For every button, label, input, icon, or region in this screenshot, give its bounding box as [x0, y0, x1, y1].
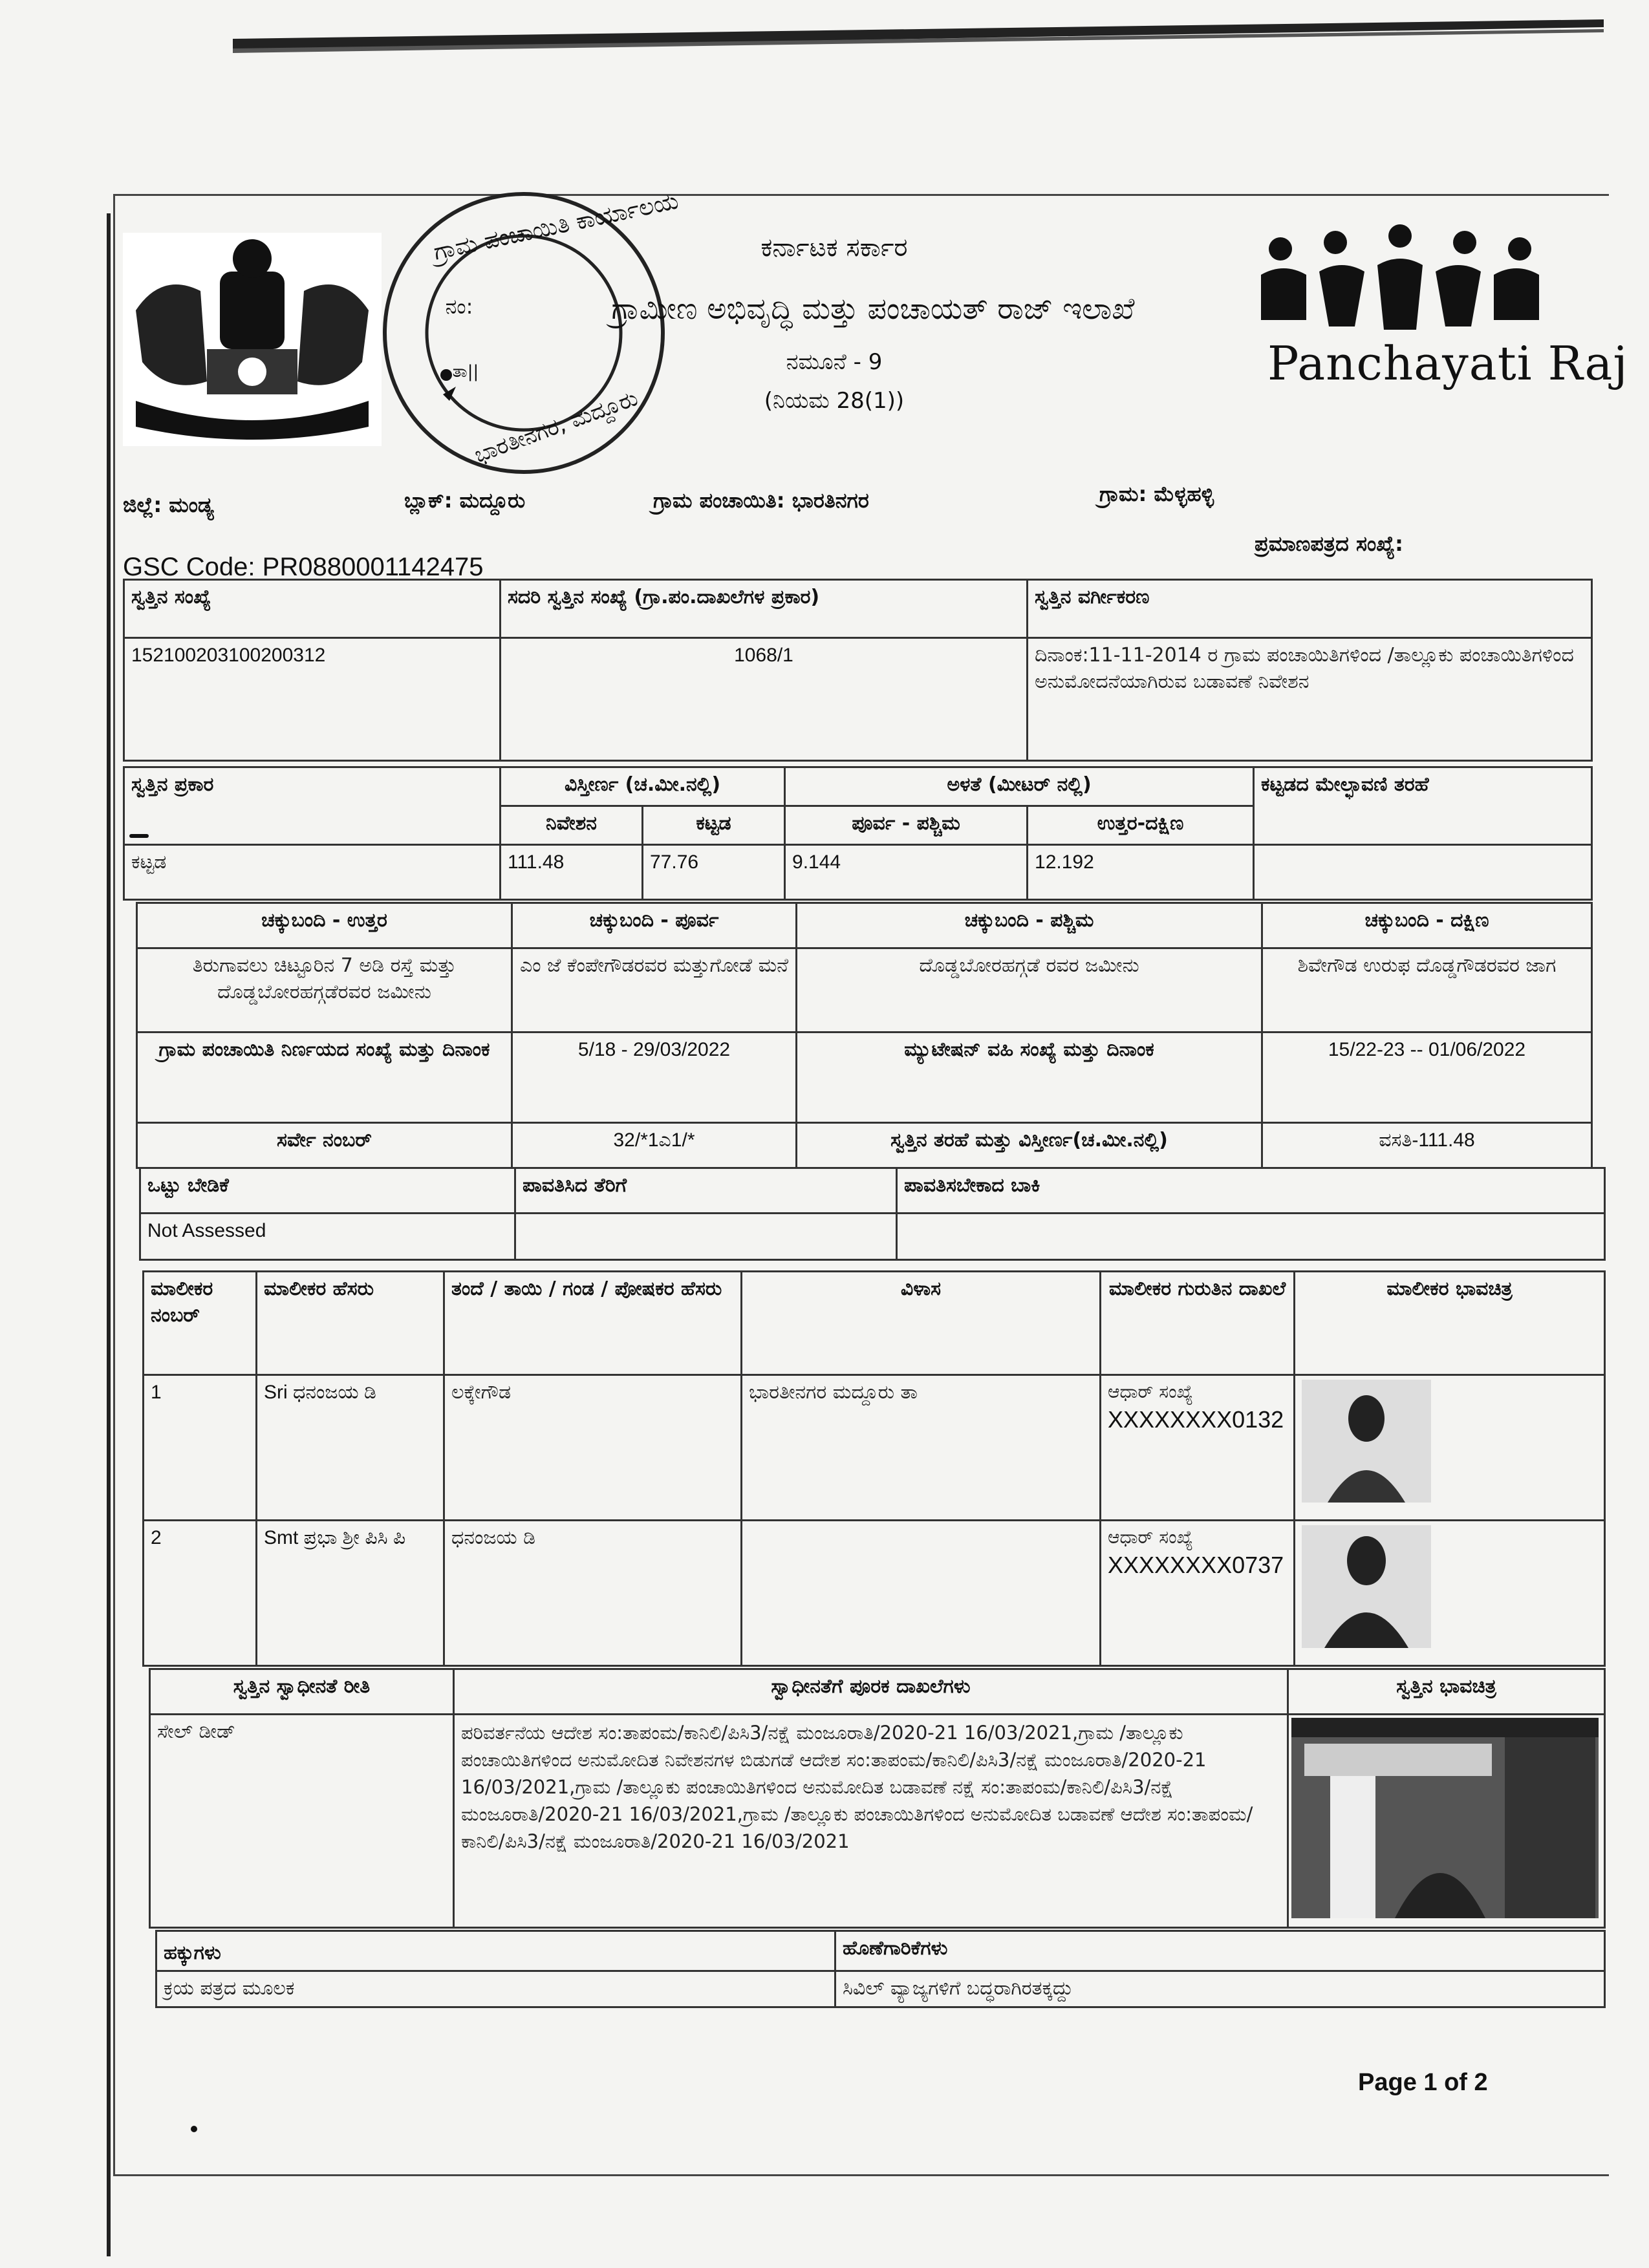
property-photo — [1291, 1718, 1599, 1918]
paid-tax-label: ಪಾವತಿಸಿದ ತೆರಿಗೆ — [515, 1168, 897, 1214]
west-boundary-label: ಚಕ್ಕುಬಂದಿ - ಪಶ್ಚಿಮ — [797, 903, 1262, 948]
north-boundary-value: ತಿರುಗಾವಲು ಚಿಟ್ಟೂರಿನ 7 ಅಡಿ ರಸ್ತೆ ಮತ್ತು ದೊಡ್ಡಬೋರಹಗ್ಗಡೆರವರ ಜಮೀನು — [137, 948, 512, 1032]
owner-name: Sri ಧನಂಜಯ ಡಿ — [257, 1375, 444, 1521]
property-type-label: ಸ್ವತ್ತಿನ ಪ್ರಕಾರ — [124, 767, 501, 845]
scan-edge-artifact — [233, 13, 1604, 58]
owner-address: ಭಾರತೀನಗರ ಮದ್ದೂರು ತಾ — [742, 1375, 1101, 1521]
resolution-value: 5/18 - 29/03/2022 — [512, 1032, 797, 1123]
classification-label: ಸ್ವತ್ತಿನ ವರ್ಗೀಕರಣ — [1028, 580, 1592, 638]
scan-margin-line — [107, 213, 111, 2256]
property-id-label: ಸ್ವತ್ತಿನ ಸಂಖ್ಯೆ — [124, 580, 501, 638]
owner-name: Smt ಪ್ರಭಾ ಶ್ರೀ ಪಿಸಿ ಪಿ — [257, 1521, 444, 1666]
area-label: ವಿಸ್ತೀರ್ಣ (ಚ.ಮೀ.ನಲ್ಲಿ) — [501, 767, 785, 806]
owners-table — [142, 1270, 1606, 1667]
seal-no: ನಂ: — [445, 294, 473, 319]
dept-title: ಗ್ರಾಮೀಣ ಅಭಿವೃದ್ಧಿ ಮತ್ತು ಪಂಚಾಯತ್ ರಾಜ್ ಇಲಾಖೆ — [611, 291, 1135, 326]
owner-id-cell — [1101, 1375, 1295, 1521]
measurement-label: ಅಳತೆ (ಮೀಟರ್ ನಲ್ಲಿ) — [785, 767, 1254, 806]
form-number: ನಮೂನೆ - 9 — [786, 349, 883, 375]
building-area-value: 77.76 — [643, 845, 785, 900]
boundaries-table — [136, 902, 1593, 1169]
owner-id-label: ಆಧಾರ್ ಸಂಖ್ಯೆ — [1108, 1526, 1193, 1548]
old-property-id-label: ಸದರಿ ಸ್ವತ್ತಿನ ಸಂಖ್ಯೆ (ಗ್ರಾ.ಪಂ.ದಾಖಲೆಗಳ ಪ್ರಕಾರ) — [501, 580, 1028, 638]
roof-type-value — [1254, 845, 1592, 900]
type-area-value: ವಸತಿ-111.48 — [1262, 1123, 1592, 1168]
certificate-number: ಪ್ರಮಾಣಪತ್ರದ ಸಂಖ್ಯೆ: — [1255, 531, 1403, 556]
owner-name-header: ಮಾಲೀಕರ ಹೆಸರು — [257, 1272, 444, 1375]
owner-id-cell — [1101, 1521, 1295, 1666]
scan-dot — [191, 2126, 197, 2132]
owner-photo-cell — [1295, 1521, 1605, 1666]
gsc-code: GSC Code: PR0880001142475 — [123, 553, 484, 581]
mutation-label: ಮ್ಯುಟೇಷನ್ ವಹಿ ಸಂಖ್ಯೆ ಮತ್ತು ದಿನಾಂಕ — [797, 1032, 1262, 1123]
ownership-mode-label: ಸ್ವತ್ತಿನ ಸ್ವಾಧೀನತೆ ರೀತಿ — [150, 1669, 454, 1715]
seal-taluk: ತಾ|| — [452, 362, 479, 381]
owner-id-header: ಮಾಲೀಕರ ಗುರುತಿನ ದಾಖಲೆ — [1101, 1272, 1295, 1375]
type-area-label: ಸ್ವತ್ತಿನ ತರಹೆ ಮತ್ತು ವಿಸ್ತೀರ್ಣ(ಚ.ಮೀ.ನಲ್ಲಿ) — [797, 1123, 1262, 1168]
north-boundary-label: ಚಕ್ಕುಬಂದಿ - ಉತ್ತರ — [137, 903, 512, 948]
paid-tax-value — [515, 1214, 897, 1260]
site-label: ನಿವೇಶನ — [501, 806, 643, 845]
parent-name: ಧನಂಜಯ ಡಿ — [444, 1521, 742, 1666]
page-number: Page 1 of 2 — [1358, 2069, 1488, 2096]
north-south-label: ಉತ್ತರ-ದಕ್ಷಿಣ — [1028, 806, 1254, 845]
ownership-docs-value: ಪರಿವರ್ತನೆಯ ಆದೇಶ ಸಂ:ತಾಪಂಮ/ಕಾನಿಲಿ/ಪಿಸಿ3/ನಕ್ಷೆ ಮಂಜೂರಾತಿ/2020-21 16/03/2021,ಗ್ರಾಮ /ತಾಲ್ಲೂಕು ಪಂಚಾಯಿತಿಗಳಿಂದ ಅನುಮೋದಿತ ನಿವೇಶನಗಳ ಬಿಡುಗಡೆ ಆದೇಶ ಸಂ:ತಾಪಂಮ/ಕಾನಿಲಿ/ಪಿಸಿ3/ನಕ್ಷೆ ಮಂಜೂರಾತಿ/2020-21 16/03/2021,ಗ್ರಾಮ /ತಾಲ್ಲೂಕು ಪಂಚಾಯಿತಿಗಳಿಂದ ಅನುಮೋದಿತ ಬಡಾವಣೆ ನಕ್ಷೆ ಸಂ:ತಾಪಂಮ/ಕಾನಿಲಿ/ಪಿಸಿ3/ನಕ್ಷೆ ಮಂಜೂರಾತಿ/2020-21 16/03/2021,ಗ್ರಾಮ /ತಾಲ್ಲೂಕು ಪಂಚಾಯಿತಿಗಳಿಂದ ಅನುಮೋದಿತ ಬಡಾವಣೆ ಆದೇಶ ಸಂ:ತಾಪಂಮ/ಕಾನಿಲಿ/ಪಿಸಿ3/ನಕ್ಷೆ ಮಂಜೂರಾತಿ/2020-21 16/03/2021 — [454, 1715, 1288, 1928]
due-balance-value — [897, 1214, 1605, 1260]
block: ಬ್ಲಾಕ್: ಮದ್ದೂರು — [404, 488, 526, 513]
rights-label: ಹಕ್ಕುಗಳು — [156, 1931, 835, 1971]
ownership-docs-label: ಸ್ವಾಧೀನತೆಗೆ ಪೂರಕ ದಾಖಲೆಗಳು — [454, 1669, 1288, 1715]
tax-table — [139, 1167, 1606, 1261]
district: ಜಿಲ್ಲೆ: ಮಂಡ್ಯ — [123, 493, 214, 517]
property-photo-label: ಸ್ವತ್ತಿನ ಭಾವಚಿತ್ರ — [1288, 1669, 1605, 1715]
property-photo-cell — [1288, 1715, 1605, 1928]
due-balance-label: ಪಾವತಿಸಬೇಕಾದ ಬಾಕಿ — [897, 1168, 1605, 1214]
dimensions-table — [123, 766, 1593, 901]
liabilities-value: ಸಿವಿಲ್ ವ್ಯಾಜ್ಯಗಳಿಗೆ ಬದ್ಧರಾಗಿರತಕ್ಕದ್ದು — [835, 1971, 1605, 2007]
south-boundary-label: ಚಕ್ಕುಬಂದಿ - ದಕ್ಷಿಣ — [1262, 903, 1592, 948]
site-area-value: 111.48 — [501, 845, 643, 900]
owner-photo-cell — [1295, 1375, 1605, 1521]
west-boundary-value: ದೊಡ್ಡಬೋರಹಗ್ಗಡೆ ರವರ ಜಮೀನು — [797, 948, 1262, 1032]
old-property-id-value: 1068/1 — [501, 638, 1028, 761]
rights-table — [155, 1930, 1606, 2008]
ownership-mode-value: ಸೇಲ್ ಡೀಡ್ — [150, 1715, 454, 1928]
liabilities-label: ಹೊಣೆಗಾರಿಕೆಗಳು — [835, 1931, 1605, 1971]
rights-value: ಕ್ರಯ ಪತ್ರದ ಮೂಲಕ — [156, 1971, 835, 2007]
seal-outer-bottom: ಭಾರತೀನಗರ, ಮದ್ದೂರು — [471, 385, 641, 469]
owner-photo-header: ಮಾಲೀಕರ ಭಾವಚಿತ್ರ — [1295, 1272, 1605, 1375]
classification-value: ದಿನಾಂಕ:11-11-2014 ರ ಗ್ರಾಮ ಪಂಚಾಯಿತಿಗಳಿಂದ /ತಾಲ್ಲೂಕು ಪಂಚಾಯಿತಿಗಳಿಂದ ಅನುಮೋದನೆಯಾಗಿರುವ ಬಡಾವಣೆ ನಿವೇಶನ — [1028, 638, 1592, 761]
address-header: ವಿಳಾಸ — [742, 1272, 1101, 1375]
village: ಗ್ರಾಮ: ಮೆಳ್ಳಹಳ್ಳಿ — [1099, 482, 1214, 506]
karnataka-emblem-icon — [123, 233, 382, 446]
owner-id-label: ಆಧಾರ್ ಸಂಖ್ಯೆ — [1108, 1381, 1193, 1402]
owner-photo — [1302, 1380, 1431, 1503]
building-label: ಕಟ್ಟಡ — [643, 806, 785, 845]
govt-title: ಕರ್ನಾಟಕ ಸರ್ಕಾರ — [760, 233, 908, 262]
parent-name: ಲಕ್ಕೇಗೌಡ — [444, 1375, 742, 1521]
seal-outer-top: ಗ್ರಾಮ ಪಂಚಾಯಿತಿ ಕಾರ್ಯಾಲಯ — [431, 187, 681, 266]
owner-photo — [1302, 1525, 1431, 1648]
property-type-value: ಕಟ್ಟಡ — [124, 845, 501, 900]
east-boundary-value: ಎಂ ಜೆ ಕೆಂಪೇಗೌಡರವರ ಮತ್ತುಗೋಡೆ ಮನೆ — [512, 948, 797, 1032]
total-demand-label: ಒಟ್ಟು ಬೇಡಿಕೆ — [140, 1168, 515, 1214]
scan-mark — [129, 834, 149, 838]
panchayati-raj-logo-text: Panchayati Raj — [1267, 336, 1628, 390]
panchayati-raj-logo-icon — [1258, 223, 1542, 333]
survey-number-value: 32/*1ಎ1/* — [512, 1123, 797, 1168]
owner-number: 1 — [144, 1375, 257, 1521]
gram-panchayat: ಗ್ರಾಮ ಪಂಚಾಯಿತಿ: ಭಾರತಿನಗರ — [653, 488, 869, 513]
ownership-table — [149, 1668, 1606, 1929]
rule-number: (ನಿಯಮ 28(1)) — [764, 388, 905, 414]
owner-number: 2 — [144, 1521, 257, 1666]
owner-number-header: ಮಾಲೀಕರ ನಂಬರ್ — [144, 1272, 257, 1375]
property-id-value: 152100203100200312 — [124, 638, 501, 761]
south-boundary-value: ಶಿವೇಗೌಡ ಉರುಫ ದೊಡ್ಡಗೌಡರವರ ಜಾಗ — [1262, 948, 1592, 1032]
east-west-value: 9.144 — [785, 845, 1028, 900]
owner-id-value: XXXXXXXX0737 — [1108, 1551, 1284, 1578]
north-south-value: 12.192 — [1028, 845, 1254, 900]
property-id-table — [123, 579, 1593, 762]
total-demand-value: Not Assessed — [140, 1214, 515, 1260]
owner-address — [742, 1521, 1101, 1666]
mutation-value: 15/22-23 -- 01/06/2022 — [1262, 1032, 1592, 1123]
parent-name-header: ತಂದೆ / ತಾಯಿ / ಗಂಡ / ಪೋಷಕರ ಹೆಸರು — [444, 1272, 742, 1375]
owner-id-value: XXXXXXXX0132 — [1108, 1406, 1284, 1433]
table-row — [144, 1521, 1605, 1666]
resolution-label: ಗ್ರಾಮ ಪಂಚಾಯಿತಿ ನಿರ್ಣಯದ ಸಂಖ್ಯೆ ಮತ್ತು ದಿನಾಂಕ — [137, 1032, 512, 1123]
survey-number-label: ಸರ್ವೇ ನಂಬರ್ — [137, 1123, 512, 1168]
table-row — [144, 1375, 1605, 1521]
east-west-label: ಪೂರ್ವ - ಪಶ್ಚಿಮ — [785, 806, 1028, 845]
east-boundary-label: ಚಕ್ಕುಬಂದಿ - ಪೂರ್ವ — [512, 903, 797, 948]
roof-type-label: ಕಟ್ಟಡದ ಮೇಲ್ಛಾವಣಿ ತರಹೆ — [1254, 767, 1592, 845]
